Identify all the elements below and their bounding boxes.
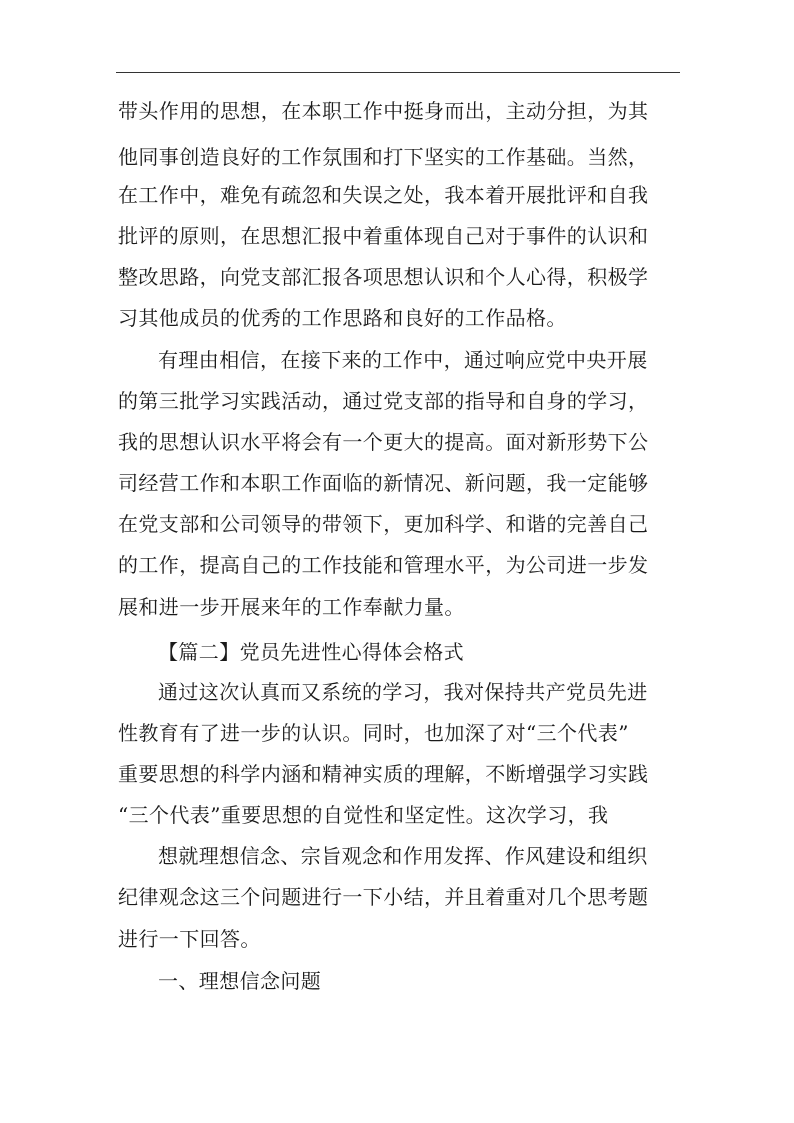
paragraph-line: 想就理想信念、宗旨观念和作用发挥、作风建设和组织: [158, 844, 648, 868]
paragraph-line: 重要思想的科学内涵和精神实质的理解，不断增强学习实践: [118, 762, 649, 786]
paragraph-line: 的工作，提高自己的工作技能和管理水平，为公司进一步发: [118, 553, 649, 577]
paragraph-line: 在党支部和公司领导的带领下，更加科学、和谐的完善自己: [118, 512, 649, 536]
paragraph-line: 在工作中，难免有疏忽和失误之处，我本着开展批评和自我: [118, 183, 649, 207]
paragraph-line: 习其他成员的优秀的工作思路和良好的工作品格。: [118, 306, 567, 330]
paragraph-line: 批评的原则，在思想汇报中着重体现自己对于事件的认识和: [118, 224, 649, 248]
paragraph-line: 他同事创造良好的工作氛围和打下坚实的工作基础。当然，: [118, 145, 649, 169]
paragraph-line: 有理由相信，在接下来的工作中，通过响应党中央开展: [158, 348, 648, 372]
paragraph-line: 我的思想认识水平将会有一个更大的提高。面对新形势下公: [118, 430, 649, 454]
paragraph-line: “三个代表”重要思想的自觉性和坚定性。这次学习，我: [118, 803, 609, 827]
paragraph-line: 的第三批学习实践活动，通过党支部的指导和自身的学习，: [118, 389, 649, 413]
paragraph-line: 进行一下回答。: [118, 927, 261, 951]
paragraph-line: 带头作用的思想，在本职工作中挺身而出，主动分担，为其: [118, 99, 649, 123]
header-rule: [116, 72, 680, 73]
paragraph-line: 纪律观念这三个问题进行一下小结，并且着重对几个思考题: [118, 885, 649, 909]
paragraph-line: 司经营工作和本职工作面临的新情况、新问题，我一定能够: [118, 471, 649, 495]
paragraph-line: 性教育有了进一步的认识。同时，也加深了对“三个代表”: [118, 721, 629, 745]
paragraph-line: 展和进一步开展来年的工作奉献力量。: [118, 595, 465, 619]
paragraph-line: 通过这次认真而又系统的学习，我对保持共产党员先进: [158, 680, 648, 704]
subsection-heading: 一、理想信念问题: [158, 969, 322, 993]
paragraph-line: 整改思路，向党支部汇报各项思想认识和个人心得，积极学: [118, 265, 649, 289]
section-heading: 【篇二】党员先进性心得体会格式: [158, 640, 464, 664]
